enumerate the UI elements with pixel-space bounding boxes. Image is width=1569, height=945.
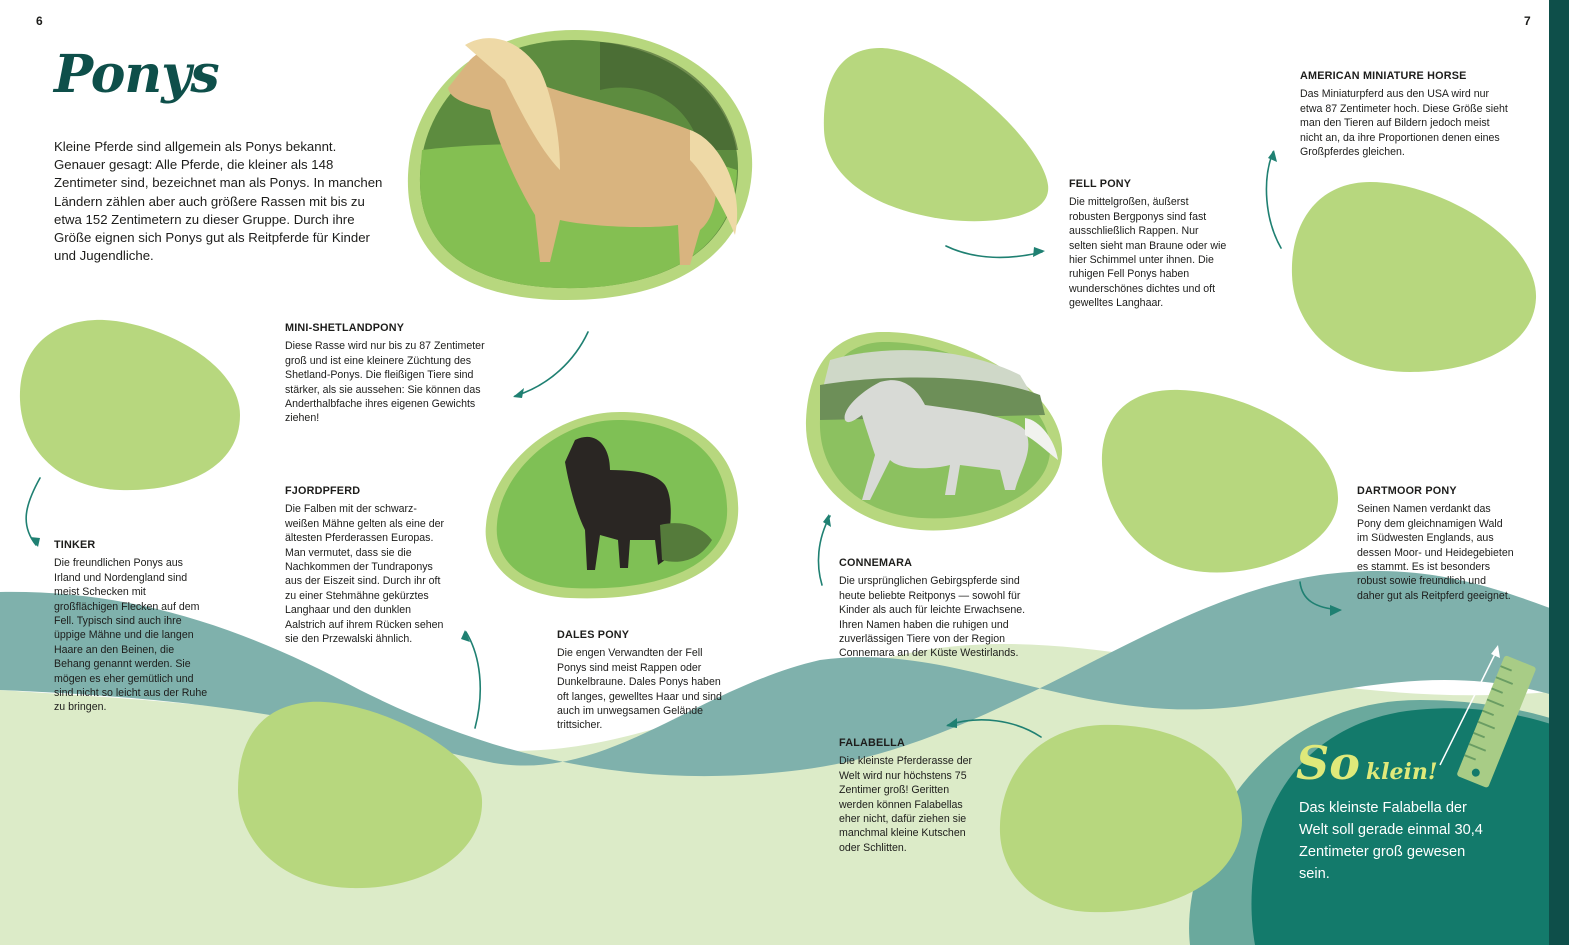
breed-name: FJORDPFERD	[285, 485, 361, 497]
photo-mini-shetland	[408, 30, 752, 300]
breed-description: Die engen Verwandten der Fell Ponys sind meist Rappen oder Dunkelbraune. Dales Ponys haben oft langes, gewelltes Haar und sind auch im unwegsamen Gelände trittsicher.	[557, 647, 722, 732]
breed-name: FALABELLA	[839, 737, 905, 749]
breed-description: Die Falben mit der schwarz-weißen Mähne gelten als eine der ältesten Pferderassen Europas. Man vermutet, dass sie die Nachkommen der Tundraponys aus der Eiszeit sind. Durch ihr oft zu einer Stehmähne gekürztes Langhaar und den dunklen Aalstrich auf ihrem Rücken sehen sie den Przewalski ähnlich.	[285, 503, 445, 646]
arrow-fjord	[466, 632, 480, 728]
arrowhead-tinker	[30, 537, 40, 547]
arrow-fell	[946, 246, 1042, 257]
photo-grey-horse	[806, 332, 1062, 531]
breed-fell	[1069, 177, 1229, 311]
blob-dartmoor	[1102, 390, 1338, 573]
fact-heading-small: klein!	[1365, 759, 1438, 785]
arrow-tinker	[26, 478, 40, 545]
breed-name: DARTMOOR PONY	[1357, 485, 1457, 497]
fact-heading-big: So	[1296, 736, 1360, 790]
breed-mini-shetland	[285, 321, 503, 426]
blob-tinker	[20, 320, 240, 490]
page-edge-bar	[1549, 0, 1569, 945]
photo-dark-pony	[486, 412, 739, 598]
breed-name: CONNEMARA	[839, 557, 913, 569]
breed-description: Diese Rasse wird nur bis zu 87 Zentimeter groß und ist eine kleinere Züchtung des Shetland-Ponys. Die fleißigen Tiere sind stärker, als sie aussehen: Sie können das Anderthalbfache ihres eigenen Gewichts ziehen!	[285, 340, 485, 425]
breed-name: DALES PONY	[557, 629, 630, 641]
breed-name: TINKER	[54, 539, 96, 551]
breed-description: Die freundlichen Ponys aus Irland und Nordengland sind meist Schecken mit großflächigen Flecken auf dem Fell. Typisch sind auch ihre üppige Mähne und die langen Haare an den Beinen, die Behang genannt werden. Sie mögen es eher gemütlich und sind nicht so leicht aus der Ruhe zu bringen.	[54, 557, 208, 714]
breed-tinker	[54, 538, 210, 715]
breed-american-miniature	[1300, 69, 1510, 159]
breed-falabella	[839, 736, 983, 855]
breed-dales	[557, 628, 725, 733]
breed-fjordpferd	[285, 484, 445, 646]
blob-fell	[824, 48, 1048, 221]
breed-description: Die mittelgroßen, äußerst robusten Bergponys sind fast ausschließlich Rappen. Nur selten sieht man Braune oder wie hier Schimmel unter ihnen. Die ruhigen Fell Ponys haben wunderschönes dichtes und oft gewelltes Langhaar.	[1069, 196, 1227, 310]
breed-description: Die kleinste Pferderasse der Welt wird nur höchstens 75 Zentimer groß! Geritten werden können Falabellas eher nicht, dafür ziehen sie manchmal kleine Kutschen oder Schlitten.	[839, 755, 973, 854]
intro-text: Kleine Pferde sind allgemein als Ponys bekannt. Genauer gesagt: Alle Pferde, die kleiner als 148 Zentimeter sind, bezeichnet man als Ponys. In manchen Ländern zählen aber auch größere Rassen mit bis zu etwa 152 Zentimetern zu dieser Gruppe. Durch ihre Größe eignen sich Ponys gut als Reitpferde für Kinder und Jugendliche.	[54, 139, 383, 264]
page-number-right: 7	[1524, 14, 1531, 28]
fact-text: Das kleinste Falabella der Welt soll gerade einmal 30,4 Zentimeter groß gewesen sein.	[1299, 800, 1483, 882]
blob-american	[1292, 182, 1536, 372]
breed-connemara	[839, 556, 1043, 661]
arrowhead-fell	[1033, 247, 1045, 257]
breed-name: AMERICAN MINIATURE HORSE	[1300, 70, 1467, 82]
breed-description: Das Miniaturpferd aus den USA wird nur etwa 87 Zentimeter hoch. Diese Größe sieht man den Tieren auf Bildern jedoch meist nicht an, da ihre Proportionen denen eines Großpferdes gleichen.	[1300, 88, 1508, 159]
breed-name: FELL PONY	[1069, 178, 1132, 190]
page-title: Ponys	[54, 44, 219, 105]
arrow-connemara	[818, 516, 830, 585]
breed-name: MINI-SHETLANDPONY	[285, 322, 405, 334]
page-number-left: 6	[36, 14, 43, 28]
arrow-mini-shetland	[515, 332, 588, 396]
breed-description: Seinen Namen verdankt das Pony dem gleichnamigen Wald im Südwesten Englands, aus dessen Moor- und Heidegebieten es stammt. Es ist besonders robust sowie freundlich und daher gut als Reitpferd geeignet.	[1357, 503, 1514, 602]
breed-dartmoor	[1357, 484, 1515, 603]
arrow-american	[1266, 152, 1281, 248]
arrowhead-mini-shetland	[513, 388, 524, 398]
breed-description: Die ursprünglichen Gebirgspferde sind heute beliebte Reitponys — sowohl für Kinder als auch für leichte Erwachsene. Ihren Namen haben die ruhigen und zuverlässigen Tiere von der Region Connemara an der Küste Westirlands.	[839, 575, 1026, 660]
fact-heading	[1296, 736, 1438, 790]
